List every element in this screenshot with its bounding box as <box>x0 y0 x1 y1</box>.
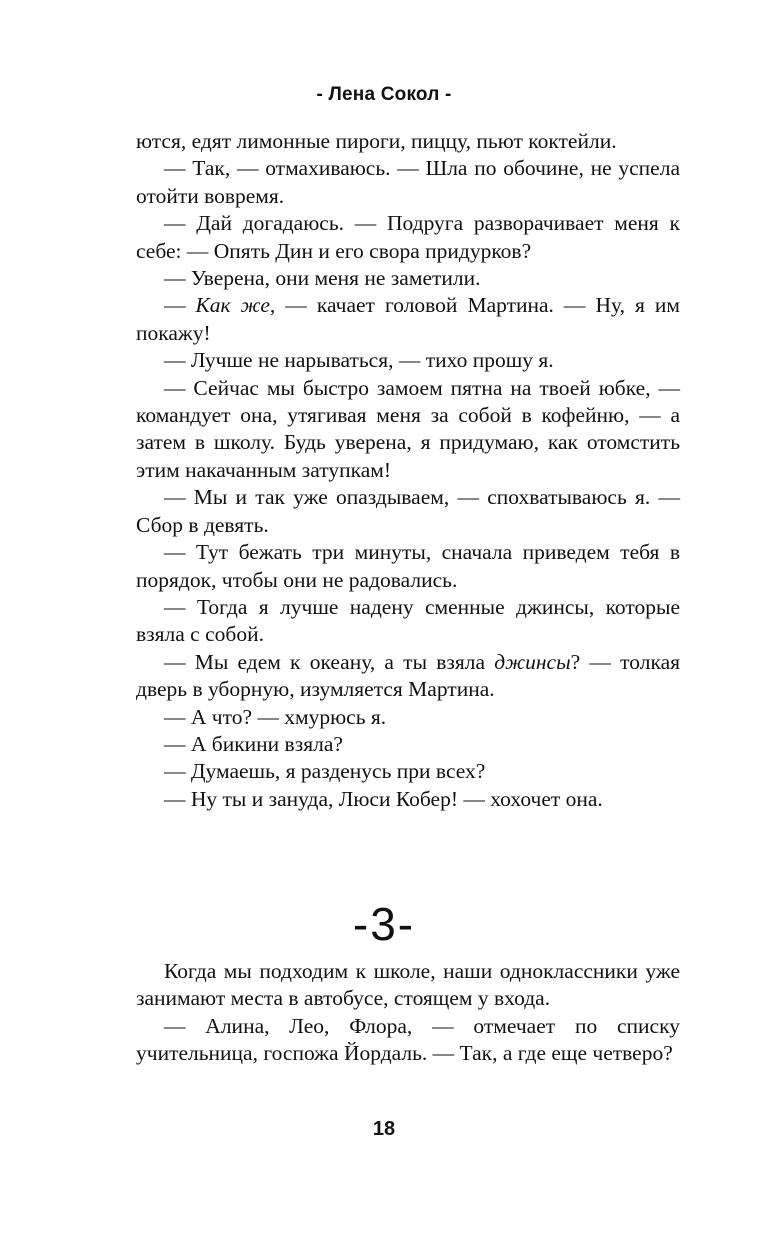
paragraph: — Лучше не нарываться, — тихо прошу я. <box>164 348 554 373</box>
text-block-chapter <box>136 958 680 1068</box>
paragraph: Когда мы подходим к школе, наши одноклассники уже занимают места в автобусе, стоящем у входа. <box>136 959 680 1011</box>
running-header: - Лена Сокол - <box>316 84 452 105</box>
paragraph-with-italic <box>136 649 680 704</box>
paragraph: — А что? — хмурюсь я. <box>164 704 387 729</box>
paragraph: — Так, — отмахиваюсь. — Шла по обочине, не успела отойти вовремя. <box>136 156 680 208</box>
paragraph-rest: , — качает головой Мартина. — Ну, я им покажу! <box>136 293 681 345</box>
paragraph: — Ну ты и зануда, Люси Кобер! — хохочет она. <box>164 786 603 811</box>
paragraph-start: — Мы едем к океану, а ты взяла <box>164 649 495 674</box>
paragraph: — Тут бежать три минуты, сначала приведем тебя в порядок, чтобы они не радовались. <box>136 540 680 592</box>
chapter-heading: -3- <box>352 898 416 950</box>
paragraph-with-italic <box>136 292 680 347</box>
italic-phrase: джинсы <box>494 649 571 674</box>
paragraph: — Думаешь, я разденусь при всех? <box>164 759 486 784</box>
paragraph: — Уверена, они меня не заметили. <box>164 266 481 291</box>
paragraph: — Дай догадаюсь. — Подруга разворачивает меня к себе: — Опять Дин и его свора придурков? <box>136 211 680 263</box>
paragraph-rest: ? — толкая дверь в уборную, изумляется Мартина. <box>136 649 681 702</box>
paragraph: — Алина, Лео, Флора, — отмечает по списку учительница, госпожа Йордаль. — Так, а где еще четверо? <box>136 1013 680 1066</box>
paragraph: ются, едят лимонные пироги, пиццу, пьют коктейли. <box>136 129 617 153</box>
italic-phrase: Как же <box>195 293 270 318</box>
page-number: 18 <box>372 1118 396 1140</box>
text-block-main <box>136 128 680 813</box>
paragraph: — Сейчас мы быстро замоем пятна на твоей юбке, — командует она, утягивая меня за собой в кофейню, — а затем в школу. Будь уверена, я придумаю, как отомстить этим накачанным затупкам! <box>136 375 680 482</box>
paragraph: — Тогда я лучше надену сменные джинсы, которые взяла с собой. <box>136 594 680 647</box>
paragraph: — А бикини взяла? <box>164 731 343 756</box>
dash: — <box>164 293 196 318</box>
paragraph: — Мы и так уже опаздываем, — спохватываюсь я. — Сбор в девять. <box>136 485 680 537</box>
